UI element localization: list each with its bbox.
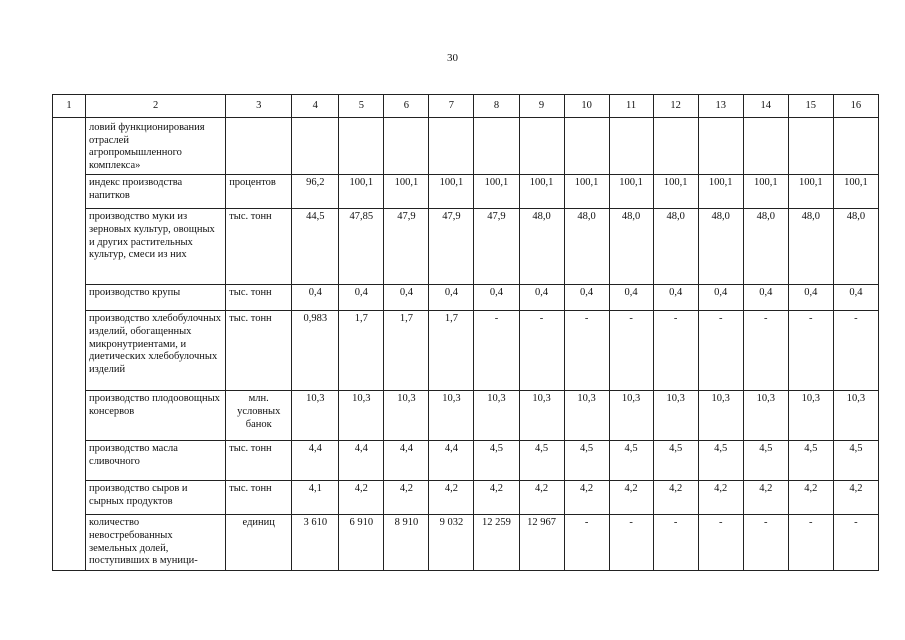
value-cell: [833, 118, 878, 175]
value-cell: 4,5: [519, 441, 564, 481]
value-cell: 0,4: [384, 285, 429, 311]
value-cell: 4,4: [292, 441, 339, 481]
table-row: [53, 391, 879, 441]
value-cell: 4,1: [292, 481, 339, 515]
column-header-4: 4: [292, 95, 339, 118]
page-number: 30: [447, 52, 458, 64]
table-row: [53, 441, 879, 481]
value-cell: 10,3: [292, 391, 339, 441]
column-header-3: 3: [226, 95, 292, 118]
value-cell: 4,2: [474, 481, 519, 515]
value-cell: 10,3: [833, 391, 878, 441]
indicator-cell: производство масла сливочного: [86, 441, 226, 481]
value-cell: 4,2: [743, 481, 788, 515]
value-cell: [788, 118, 833, 175]
value-cell: -: [698, 311, 743, 391]
value-cell: 100,1: [698, 175, 743, 209]
value-cell: 4,5: [609, 441, 653, 481]
value-cell: 4,5: [474, 441, 519, 481]
value-cell: 47,9: [474, 209, 519, 285]
value-cell: 10,3: [474, 391, 519, 441]
indicator-cell: производство сыров и сырных продуктов: [86, 481, 226, 515]
value-cell: 4,2: [564, 481, 609, 515]
value-cell: 10,3: [609, 391, 653, 441]
column-header-9: 9: [519, 95, 564, 118]
value-cell: 0,4: [519, 285, 564, 311]
value-cell: -: [833, 515, 878, 570]
value-cell: [384, 118, 429, 175]
value-cell: 100,1: [833, 175, 878, 209]
value-cell: 10,3: [519, 391, 564, 441]
value-cell: -: [788, 311, 833, 391]
indicator-cell: количество невостребованных земельных долей, поступивших в муници-: [86, 515, 226, 570]
value-cell: 4,5: [698, 441, 743, 481]
value-cell: 48,0: [743, 209, 788, 285]
value-cell: 1,7: [339, 311, 384, 391]
value-cell: 96,2: [292, 175, 339, 209]
column-header-6: 6: [384, 95, 429, 118]
value-cell: 8 910: [384, 515, 429, 570]
unit-cell: тыс. тонн: [226, 209, 292, 285]
value-cell: [474, 118, 519, 175]
value-cell: -: [743, 311, 788, 391]
table-body: [53, 118, 879, 571]
column-header-2: 2: [86, 95, 226, 118]
value-cell: 4,2: [519, 481, 564, 515]
value-cell: 10,3: [743, 391, 788, 441]
value-cell: 4,2: [788, 481, 833, 515]
value-cell: -: [609, 515, 653, 570]
value-cell: 100,1: [609, 175, 653, 209]
value-cell: -: [519, 311, 564, 391]
value-cell: [743, 118, 788, 175]
value-cell: 10,3: [384, 391, 429, 441]
unit-cell: [226, 118, 292, 175]
value-cell: 4,4: [384, 441, 429, 481]
value-cell: [698, 118, 743, 175]
column-header-5: 5: [339, 95, 384, 118]
value-cell: 4,5: [653, 441, 698, 481]
value-cell: -: [653, 515, 698, 570]
value-cell: 0,4: [564, 285, 609, 311]
value-cell: 100,1: [519, 175, 564, 209]
value-cell: 4,5: [564, 441, 609, 481]
table-row: [53, 285, 879, 311]
unit-cell: млн. условных банок: [226, 391, 292, 441]
value-cell: [292, 118, 339, 175]
value-cell: 47,9: [429, 209, 474, 285]
value-cell: 100,1: [384, 175, 429, 209]
value-cell: 6 910: [339, 515, 384, 570]
value-cell: -: [788, 515, 833, 570]
value-cell: [339, 118, 384, 175]
value-cell: 0,4: [698, 285, 743, 311]
unit-cell: тыс. тонн: [226, 481, 292, 515]
value-cell: 0,4: [292, 285, 339, 311]
value-cell: 1,7: [384, 311, 429, 391]
value-cell: 4,2: [384, 481, 429, 515]
value-cell: 10,3: [429, 391, 474, 441]
value-cell: [429, 118, 474, 175]
column-header-7: 7: [429, 95, 474, 118]
value-cell: 100,1: [743, 175, 788, 209]
header-row: [53, 95, 879, 118]
unit-cell: тыс. тонн: [226, 285, 292, 311]
value-cell: 0,4: [609, 285, 653, 311]
table-row: [53, 311, 879, 391]
value-cell: 48,0: [788, 209, 833, 285]
value-cell: 100,1: [564, 175, 609, 209]
value-cell: 4,2: [698, 481, 743, 515]
table-row: [53, 118, 879, 175]
value-cell: -: [564, 515, 609, 570]
column-header-14: 14: [743, 95, 788, 118]
value-cell: 4,4: [339, 441, 384, 481]
value-cell: 100,1: [653, 175, 698, 209]
value-cell: 4,2: [609, 481, 653, 515]
value-cell: 0,4: [743, 285, 788, 311]
column-header-13: 13: [698, 95, 743, 118]
indicator-cell: индекс производства напитков: [86, 175, 226, 209]
value-cell: 0,4: [339, 285, 384, 311]
value-cell: 47,9: [384, 209, 429, 285]
table-row: [53, 481, 879, 515]
value-cell: 0,4: [474, 285, 519, 311]
value-cell: 10,3: [788, 391, 833, 441]
indicator-cell: производство муки из зерновых культур, овощных и других растительных культур, смеси из них: [86, 209, 226, 285]
value-cell: 44,5: [292, 209, 339, 285]
value-cell: [564, 118, 609, 175]
column-header-10: 10: [564, 95, 609, 118]
unit-cell: тыс. тонн: [226, 311, 292, 391]
value-cell: 100,1: [788, 175, 833, 209]
value-cell: 48,0: [653, 209, 698, 285]
value-cell: 48,0: [609, 209, 653, 285]
value-cell: 4,4: [429, 441, 474, 481]
value-cell: -: [653, 311, 698, 391]
column-header-1: 1: [53, 95, 86, 118]
value-cell: 0,983: [292, 311, 339, 391]
value-cell: 4,2: [429, 481, 474, 515]
value-cell: 48,0: [698, 209, 743, 285]
value-cell: 100,1: [474, 175, 519, 209]
value-cell: -: [833, 311, 878, 391]
unit-cell: процентов: [226, 175, 292, 209]
value-cell: 0,4: [653, 285, 698, 311]
value-cell: [653, 118, 698, 175]
value-cell: 4,2: [339, 481, 384, 515]
indicator-cell: производство плодоовощных консервов: [86, 391, 226, 441]
value-cell: 10,3: [564, 391, 609, 441]
table-row: [53, 515, 879, 570]
value-cell: 100,1: [429, 175, 474, 209]
indicator-cell: ловий функционирования отраслей агропромышленного комплекса»: [86, 118, 226, 175]
value-cell: 10,3: [339, 391, 384, 441]
value-cell: 0,4: [833, 285, 878, 311]
value-cell: 4,2: [833, 481, 878, 515]
value-cell: -: [698, 515, 743, 570]
table-row: [53, 209, 879, 285]
value-cell: 4,5: [743, 441, 788, 481]
value-cell: -: [474, 311, 519, 391]
column-header-15: 15: [788, 95, 833, 118]
value-cell: 1,7: [429, 311, 474, 391]
value-cell: -: [609, 311, 653, 391]
value-cell: 48,0: [564, 209, 609, 285]
value-cell: -: [564, 311, 609, 391]
value-cell: 100,1: [339, 175, 384, 209]
value-cell: 12 259: [474, 515, 519, 570]
value-cell: 0,4: [788, 285, 833, 311]
column-header-12: 12: [653, 95, 698, 118]
column-header-8: 8: [474, 95, 519, 118]
value-cell: [609, 118, 653, 175]
value-cell: 48,0: [519, 209, 564, 285]
unit-cell: единиц: [226, 515, 292, 570]
indicator-cell: производство крупы: [86, 285, 226, 311]
value-cell: 10,3: [653, 391, 698, 441]
value-cell: 0,4: [429, 285, 474, 311]
indicators-table: [52, 94, 879, 571]
value-cell: 47,85: [339, 209, 384, 285]
value-cell: -: [743, 515, 788, 570]
row-number-cell: [53, 118, 86, 571]
value-cell: 4,2: [653, 481, 698, 515]
unit-cell: тыс. тонн: [226, 441, 292, 481]
value-cell: 3 610: [292, 515, 339, 570]
table-row: [53, 175, 879, 209]
indicator-cell: производство хлебобулочных изделий, обогащенных микронутриентами, и диетических хлебобулочных изделий: [86, 311, 226, 391]
column-header-11: 11: [609, 95, 653, 118]
value-cell: 4,5: [833, 441, 878, 481]
value-cell: 48,0: [833, 209, 878, 285]
value-cell: 9 032: [429, 515, 474, 570]
value-cell: [519, 118, 564, 175]
column-header-16: 16: [833, 95, 878, 118]
value-cell: 12 967: [519, 515, 564, 570]
value-cell: 10,3: [698, 391, 743, 441]
value-cell: 4,5: [788, 441, 833, 481]
